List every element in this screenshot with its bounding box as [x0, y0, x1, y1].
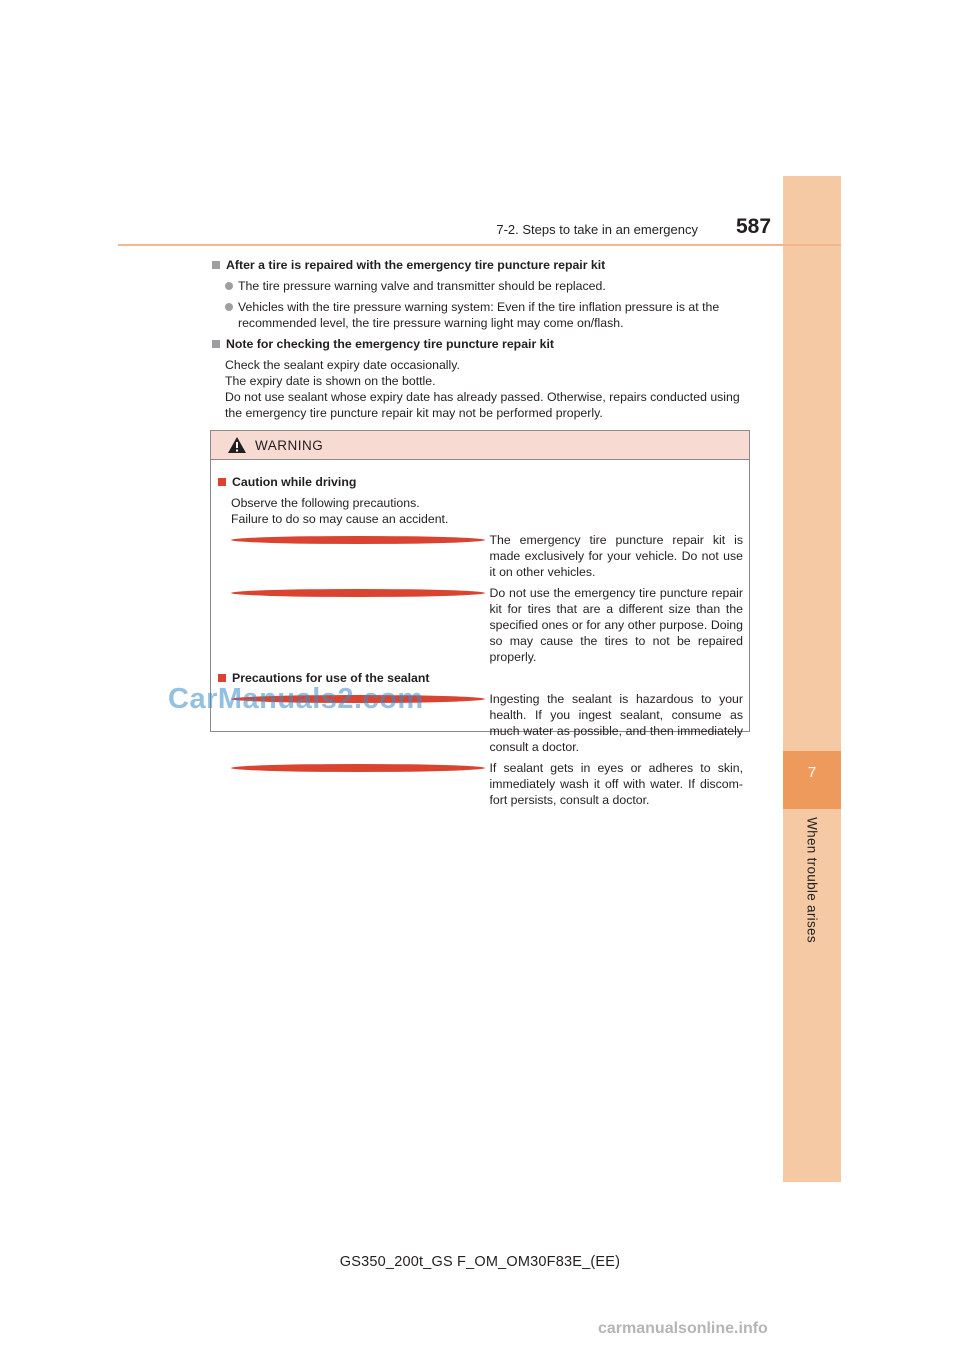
list-item-text: Ingesting the sealant is hazardous to your health. If you ingest sealant, consume as much water as possible, and then immediately consult a doctor.	[489, 692, 743, 754]
paragraph-line: Do not use sealant whose expiry date has already passed. Otherwise, repairs conducted using the emergency tire puncture repair kit may not be performed properly.	[225, 390, 740, 420]
chapter-number: 7	[807, 764, 817, 781]
main-content	[210, 255, 750, 421]
warning-list-item	[231, 585, 743, 665]
circle-bullet-icon	[231, 589, 485, 597]
warning-section-heading	[216, 474, 743, 490]
watermark-logo: CarManuals2.com	[168, 683, 424, 715]
section-heading-text: After a tire is repaired with the emergency tire puncture repair kit	[226, 258, 606, 272]
list-item-text: The tire pressure warning valve and transmitter should be replaced.	[238, 279, 606, 293]
circle-bullet-icon	[231, 536, 485, 544]
paragraph-line: Check the sealant expiry date occasionally.	[225, 358, 460, 372]
list-item	[225, 278, 750, 294]
square-bullet-icon	[218, 674, 226, 682]
footer-model-code: GS350_200t_GS F_OM_OM30F83E_(EE)	[339, 1254, 621, 1270]
circle-bullet-icon	[225, 282, 233, 290]
paragraph-line: The expiry date is shown on the bottle.	[225, 374, 436, 388]
square-bullet-icon	[218, 478, 226, 486]
warning-body	[211, 460, 749, 808]
list-item-text: If sealant gets in eyes or adheres to skin, immediately wash it off with water. If discom-fort persists, consult a doctor.	[489, 761, 743, 807]
section-heading	[210, 257, 750, 273]
warning-title: WARNING	[255, 437, 324, 453]
paragraph-line: Observe the following precautions.	[231, 496, 420, 510]
list-item-text: Do not use the emergency tire puncture repair kit for tires that are a different size than the specified ones or for any other purpose. Doing so may cause the tires to not be repaired properly.	[489, 586, 743, 664]
warning-list-item	[231, 532, 743, 580]
circle-bullet-icon	[231, 764, 485, 772]
warning-list-item	[231, 760, 743, 808]
circle-bullet-icon	[225, 303, 233, 311]
page-number: 587	[736, 215, 772, 238]
paragraph-line: Failure to do so may cause an accident.	[231, 512, 449, 526]
list-item-text: The emergency tire puncture repair kit is made exclusively for your vehicle. Do not use it on other vehicles.	[489, 533, 743, 579]
paragraph	[225, 357, 750, 421]
list-item	[225, 299, 750, 331]
warning-triangle-icon	[227, 436, 247, 454]
warning-section-heading-text: Caution while driving	[232, 475, 357, 489]
section-heading-text: Note for checking the emergency tire puncture repair kit	[226, 337, 555, 351]
section-title: 7-2. Steps to take in an emergency	[496, 222, 698, 237]
watermark-site: carmanualsonline.info	[598, 1320, 768, 1337]
square-bullet-icon	[212, 261, 220, 269]
square-bullet-icon	[212, 340, 220, 348]
section-heading	[210, 336, 750, 352]
header-rule	[118, 244, 841, 246]
chapter-label: When trouble arises	[804, 817, 820, 943]
chapter-side-tab	[783, 176, 841, 1182]
paragraph	[231, 495, 743, 527]
warning-section-heading-text: Precautions for use of the sealant	[232, 671, 430, 685]
warning-header	[211, 431, 749, 460]
list-item-text: Vehicles with the tire pressure warning system: Even if the tire inflation pressure is at the recommended level, the tire pressure warning light may come on/flash.	[238, 300, 720, 330]
